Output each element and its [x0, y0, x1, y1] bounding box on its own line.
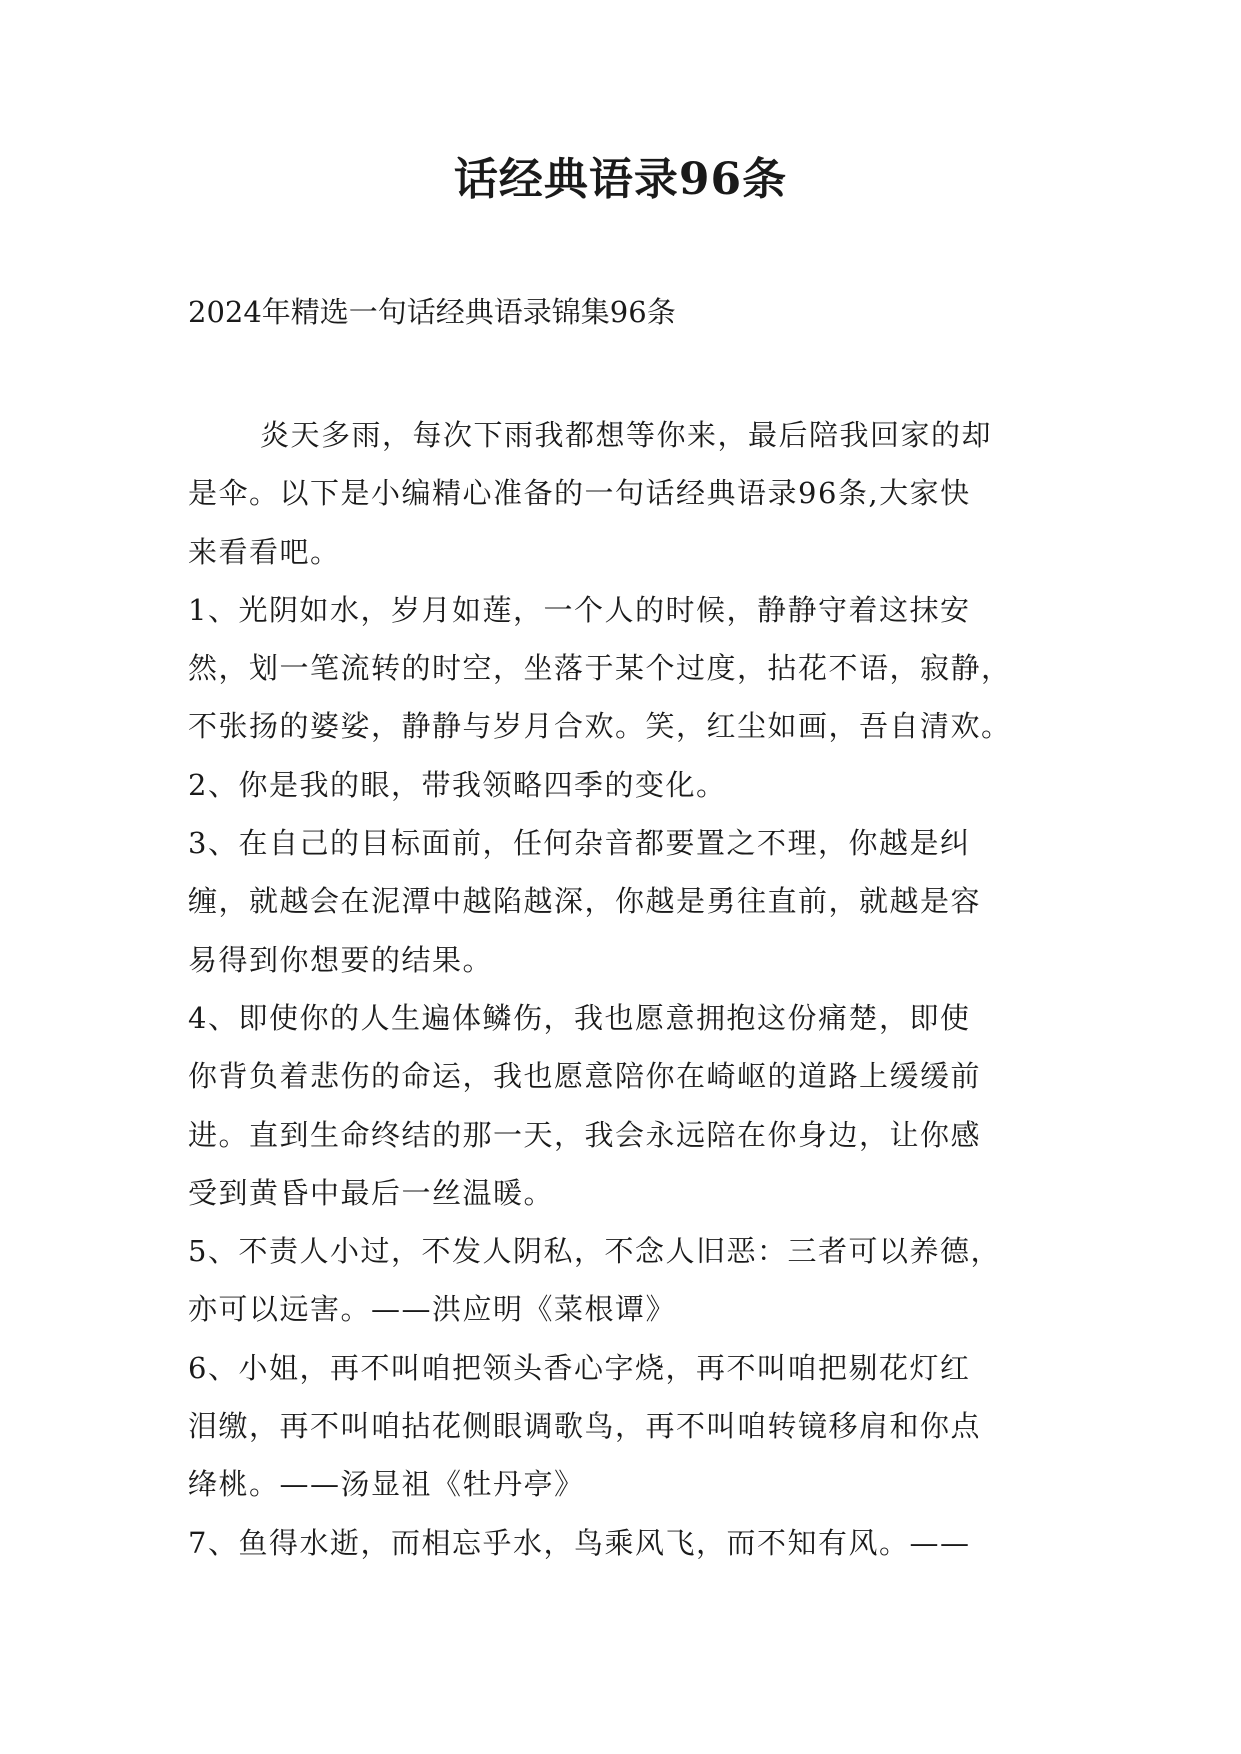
document-subtitle: 2024年精选一句话经典语录锦集96条: [188, 295, 676, 329]
body-line: 然，划一笔流转的时空，坐落于某个过度，拈花不语，寂静，: [188, 651, 1012, 686]
body-line: 是伞。以下是小编精心准备的一句话经典语录96条,大家快: [188, 476, 971, 511]
body-line: 6、小姐，再不叫咱把领头香心字烧，再不叫咱把剔花灯红: [188, 1350, 971, 1385]
body-line: 7、鱼得水逝，而相忘乎水，鸟乘风飞，而不知有风。——: [188, 1525, 971, 1560]
body-line: 炎天多雨，每次下雨我都想等你来，最后陪我回家的却: [260, 418, 993, 452]
document-body: [188, 406, 1056, 1572]
body-line: 2、你是我的眼，带我领略四季的变化。: [188, 767, 727, 802]
body-line: 3、在自己的目标面前，任何杂音都要置之不理，你越是纠: [188, 826, 971, 861]
document-title: 话经典语录96条: [453, 154, 788, 205]
body-line: 不张扬的婆娑，静静与岁月合欢。笑，红尘如画，吾自清欢。: [188, 709, 1012, 744]
body-line: 易得到你想要的结果。: [188, 942, 494, 977]
body-line: 绛桃。——汤显祖《牡丹亭》: [188, 1467, 585, 1502]
body-line: 1、光阴如水，岁月如莲，一个人的时候，静静守着这抹安: [188, 592, 971, 627]
body-line: 你背负着悲伤的命运，我也愿意陪你在崎岖的道路上缓缓前: [188, 1059, 982, 1094]
body-line: 进。直到生命终结的那一天，我会永远陪在你身边，让你感: [188, 1117, 982, 1152]
body-line: 亦可以远害。——洪应明《菜根谭》: [188, 1292, 677, 1327]
body-line: 来看看吧。: [188, 534, 341, 569]
body-line: 受到黄昏中最后一丝温暖。: [188, 1175, 555, 1210]
body-line: 泪缴，再不叫咱拈花侧眼调歌鸟，再不叫咱转镜移肩和你点: [188, 1409, 982, 1444]
body-line: 缠，就越会在泥潭中越陷越深，你越是勇往直前，就越是容: [188, 884, 982, 919]
body-line: 5、不责人小过，不发人阴私，不念人旧恶：三者可以养德，: [188, 1234, 1001, 1269]
body-line: 4、即使你的人生遍体鳞伤，我也愿意拥抱这份痛楚，即使: [188, 1000, 971, 1035]
